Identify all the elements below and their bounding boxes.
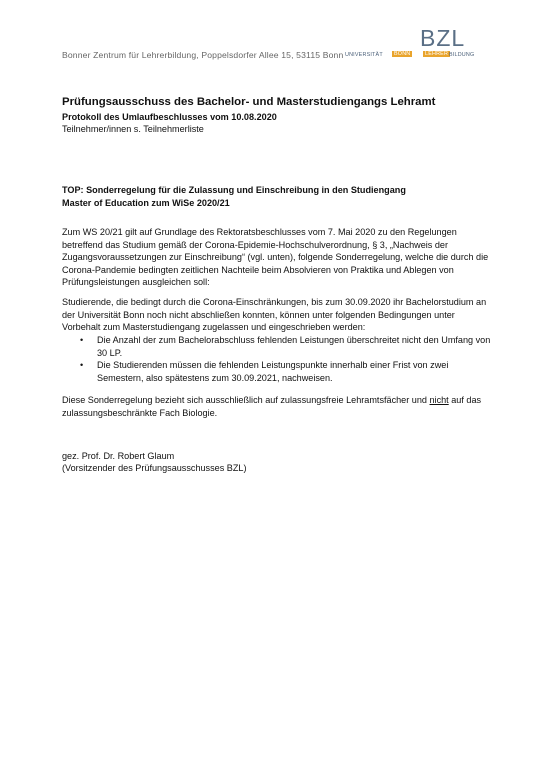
scope-text-underlined: nicht	[429, 395, 449, 405]
header-address: Bonner Zentrum für Lehrerbildung, Poppelsdorfer Allee 15, 53115 Bonn	[62, 50, 344, 60]
logo-lehrer: LEHRER	[425, 51, 449, 57]
logo-abbr: BZL	[420, 25, 466, 51]
document-subtitle: Protokoll des Umlaufbeschlusses vom 10.08.2020	[62, 112, 277, 122]
list-item	[62, 359, 492, 384]
paragraph-regulation: Zum WS 20/21 gilt auf Grundlage des Rektoratsbeschlusses vom 7. Mai 2020 zu den Regelungen betreffend das Studium gemäß der Corona-Epidemie-Hochschulverordnung, § 3, „Nachweis der Zugangsvoraussetzungen zur Einschreibung“ (vgl. unten), folgende Sonderregelung, welche die durch die Corona-Pandemie bedingten zeitlichen Nachteile beim Absolvieren von Praktika und Ablegen von Prüfungsleistungen ausgleichen soll:	[62, 227, 489, 288]
list-item-text: Die Anzahl der zum Bachelorabschluss fehlenden Leistungen überschreitet nicht den Umfang von 30 LP.	[97, 335, 491, 358]
scope-text-before: Diese Sonderregelung bezieht sich ausschließlich auf zulassungsfreie Lehramtsfächer und	[62, 395, 430, 405]
scope-text-after: auf das zulassungsbeschränkte Fach Biologie.	[62, 395, 482, 418]
agenda-heading-line2: Master of Education zum WiSe 2020/21	[62, 197, 230, 208]
logo-bonn: BONN	[394, 51, 411, 57]
participants-note: Teilnehmer/innen s. Teilnehmerliste	[62, 124, 204, 134]
signature-name: gez. Prof. Dr. Robert Glaum	[62, 451, 175, 461]
paragraph-students: Studierende, die bedingt durch die Corona-Einschränkungen, bis zum 30.09.2020 ihr Bachelorstudium an der Universität Bonn noch nicht abschließen konnten, können unter folgenden Bedingungen unter Vorbehalt zum Masterstudiengang zugelassen und eingeschrieben werden:	[62, 297, 487, 333]
document-title: Prüfungsausschuss des Bachelor- und Masterstudiengangs Lehramt	[62, 96, 436, 108]
paragraph-scope	[62, 394, 492, 419]
signature-role: (Vorsitzender des Prüfungsausschusses BZL)	[62, 463, 247, 473]
conditions-list	[62, 334, 492, 384]
bullet-icon: •	[80, 335, 84, 345]
bullet-icon: •	[80, 360, 84, 371]
agenda-heading	[62, 184, 492, 209]
list-item	[62, 334, 492, 359]
logo-bildung: BILDUNG	[449, 52, 475, 58]
agenda-heading-line1: TOP: Sonderregelung für die Zulassung und Einschreibung in den Studiengang	[62, 185, 406, 195]
list-item-text: Die Studierenden müssen die fehlenden Leistungspunkte innerhalb einer Frist von zwei Semestern, also spätestens zum 30.09.2021, nachweisen.	[97, 360, 449, 383]
bzl-logo	[345, 24, 485, 62]
logo-universitaet: UNIVERSITÄT	[345, 52, 383, 58]
